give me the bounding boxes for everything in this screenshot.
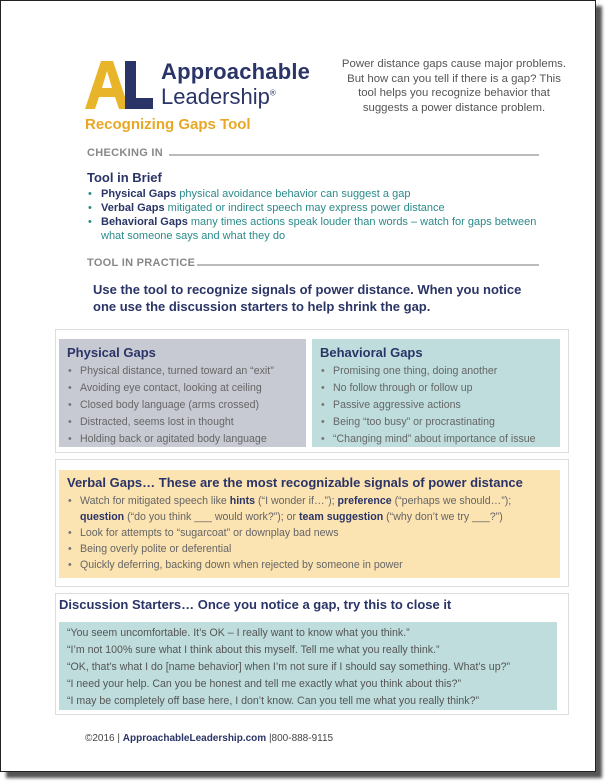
list-item: “I need your help. Can you be honest and tell me exactly what you think about this?” bbox=[67, 678, 461, 690]
footer: ©2016 | ApproachableLeadership.com |800-888-9115 bbox=[85, 733, 334, 744]
tool-in-practice-label: TOOL IN PRACTICE bbox=[87, 257, 196, 269]
list-item: • Promising one thing, doing another bbox=[320, 363, 552, 380]
list-item: • Avoiding eye contact, looking at ceiling bbox=[67, 380, 298, 397]
brand-name-line2: Leadership® bbox=[161, 84, 276, 109]
tool-title: Recognizing Gaps Tool bbox=[85, 116, 251, 133]
brand-name-line1: Approachable bbox=[161, 59, 311, 84]
list-item: • Passive aggressive actions bbox=[320, 397, 552, 414]
approachable-leadership-logo bbox=[85, 61, 155, 109]
list-item: • Physical Gaps physical avoidance behavior can suggest a gap bbox=[87, 187, 537, 201]
discussion-title: Discussion Starters… Once you notice a gap, try this to close it bbox=[59, 597, 452, 612]
list-item: “You seem uncomfortable. It’s OK – I really want to know what you think.” bbox=[67, 627, 410, 639]
website-link[interactable]: ApproachableLeadership.com bbox=[122, 733, 267, 744]
checking-in-label: CHECKING IN bbox=[87, 147, 164, 159]
list-item: • “Changing mind” about importance of issue bbox=[320, 431, 552, 448]
list-item: • Verbal Gaps mitigated or indirect speech may express power distance bbox=[87, 201, 537, 215]
list-item: • Being overly polite or deferential bbox=[67, 541, 552, 557]
list-item: • Holding back or agitated body language bbox=[67, 431, 298, 448]
verbal-gaps-title: Verbal Gaps… These are the most recognizable signals of power distance bbox=[67, 475, 523, 490]
list-item: • Watch for mitigated speech like hints (“I wonder if…”); preference (“perhaps we should…”); question (“do you think ___ would work?”); or team suggestion (“why don’t we try ___?”) bbox=[67, 493, 552, 525]
list-item: • Being “too busy” or procrastinating bbox=[320, 414, 552, 431]
list-item: “I may be completely off base here, I don’t know. Can you tell me what you really think?” bbox=[67, 695, 479, 707]
list-item: “I’m not 100% sure what I think about this myself. Tell me what you really think.” bbox=[67, 644, 440, 656]
section-divider bbox=[169, 154, 539, 156]
intro-text: Power distance gaps cause major problems. But how can you tell if there is a gap? This tool helps you recognize behavior that suggests a power distance problem. bbox=[341, 58, 567, 114]
list-item: • Physical distance, turned toward an “exit” bbox=[67, 363, 298, 380]
behavioral-gaps-title: Behavioral Gaps bbox=[320, 345, 423, 360]
physical-gaps-box bbox=[59, 339, 306, 447]
list-item: • Closed body language (arms crossed) bbox=[67, 397, 298, 414]
practice-statement: Use the tool to recognize signals of power distance. When you notice one use the discussion starters to help shrink the gap. bbox=[93, 282, 522, 314]
physical-gaps-title: Physical Gaps bbox=[67, 345, 156, 360]
discussion-quotes bbox=[59, 622, 557, 710]
list-item: • Look for attempts to “sugarcoat” or downplay bad news bbox=[67, 525, 552, 541]
brief-list bbox=[87, 187, 537, 243]
behavioral-gaps-box bbox=[312, 339, 560, 447]
list-item: • Behavioral Gaps many times actions speak louder than words – watch for gaps between what someone says and what they do bbox=[87, 215, 537, 243]
list-item: “OK, that’s what I do [name behavior] when I’m not sure if I should say something. What’s up?” bbox=[67, 661, 511, 673]
list-item: • Distracted, seems lost in thought bbox=[67, 414, 298, 431]
list-item: • Quickly deferring, backing down when rejected by someone in power bbox=[67, 557, 552, 573]
section-divider bbox=[197, 264, 539, 266]
list-item: • No follow through or follow up bbox=[320, 380, 552, 397]
brief-title: Tool in Brief bbox=[87, 170, 162, 185]
verbal-gaps-box bbox=[59, 470, 560, 578]
